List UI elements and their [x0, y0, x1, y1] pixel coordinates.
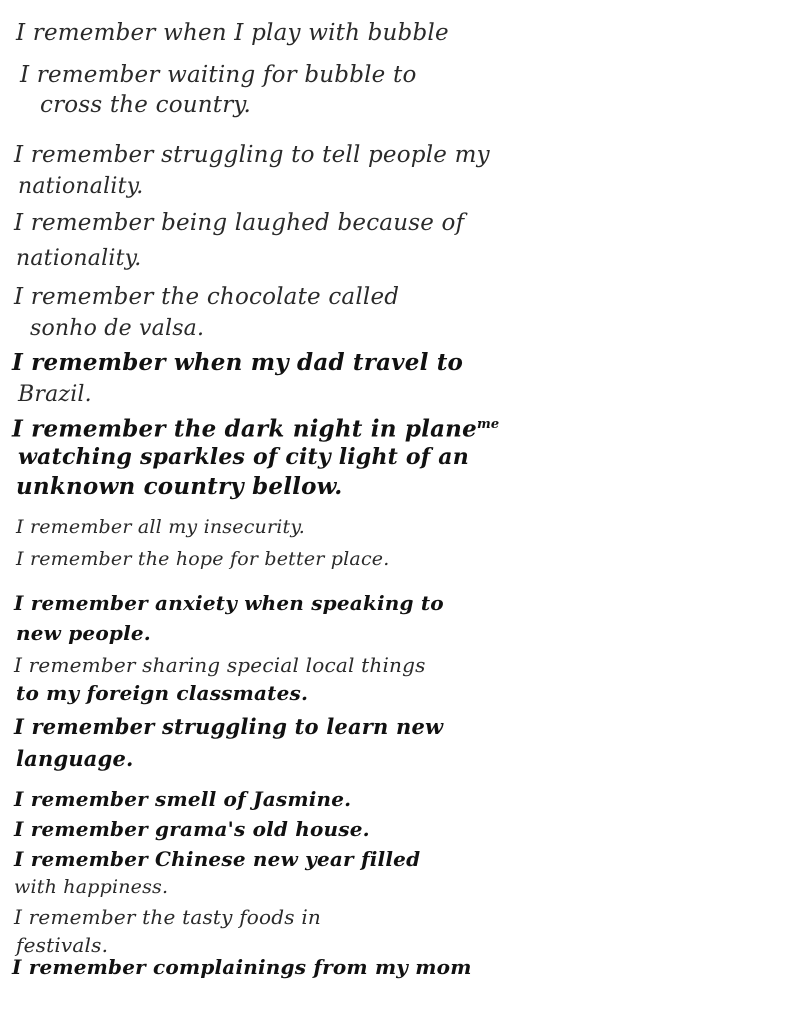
- memory-line-2-cont: cross the country.: [40, 92, 252, 118]
- memory-line-14: I remember grama's old house.: [14, 817, 370, 841]
- memory-line-16-cont: festivals.: [16, 933, 109, 957]
- memory-line-10-cont: new people.: [16, 621, 151, 645]
- memory-line-12-cont: language.: [16, 746, 134, 771]
- memory-line-1: I remember when I play with bubble: [16, 20, 449, 46]
- superscript-insert: me: [476, 417, 500, 432]
- memory-line-15: I remember Chinese new year filled: [14, 847, 421, 871]
- memory-line-4-cont: nationality.: [16, 246, 142, 271]
- memory-line-16: I remember the tasty foods in: [14, 905, 321, 929]
- memory-line-2: I remember waiting for bubble to: [20, 62, 417, 88]
- memory-line-9: I remember the hope for better place.: [16, 548, 390, 570]
- memory-line-7-cont: watching sparkles of city light of an: [18, 444, 469, 470]
- memory-line-11: I remember sharing special local things: [14, 653, 426, 677]
- memory-line-10: I remember anxiety when speaking to: [14, 591, 444, 615]
- memory-line-7-text: I remember the dark night in plane: [12, 415, 477, 443]
- memory-line-6: I remember when my dad travel to: [12, 349, 464, 376]
- memory-line-8: I remember all my insecurity.: [16, 516, 306, 538]
- memory-line-6-cont: Brazil.: [18, 382, 92, 407]
- memory-line-15-cont: with happiness.: [14, 876, 169, 898]
- memory-line-17: I remember complainings from my mom: [12, 955, 472, 979]
- memory-line-5: I remember the chocolate called: [14, 284, 400, 310]
- memory-line-13: I remember smell of Jasmine.: [14, 787, 352, 811]
- memory-line-12: I remember struggling to learn new: [14, 714, 444, 739]
- memory-line-7: [12, 412, 499, 443]
- memory-line-3-cont: nationality.: [18, 174, 144, 199]
- memory-line-3: I remember struggling to tell people my: [14, 142, 490, 168]
- memory-line-11-cont: to my foreign classmates.: [16, 681, 309, 705]
- memory-line-5-cont: sonho de valsa.: [30, 316, 205, 341]
- memory-line-4: I remember being laughed because of: [14, 210, 465, 236]
- memory-line-7-cont-2: unknown country bellow.: [16, 473, 343, 500]
